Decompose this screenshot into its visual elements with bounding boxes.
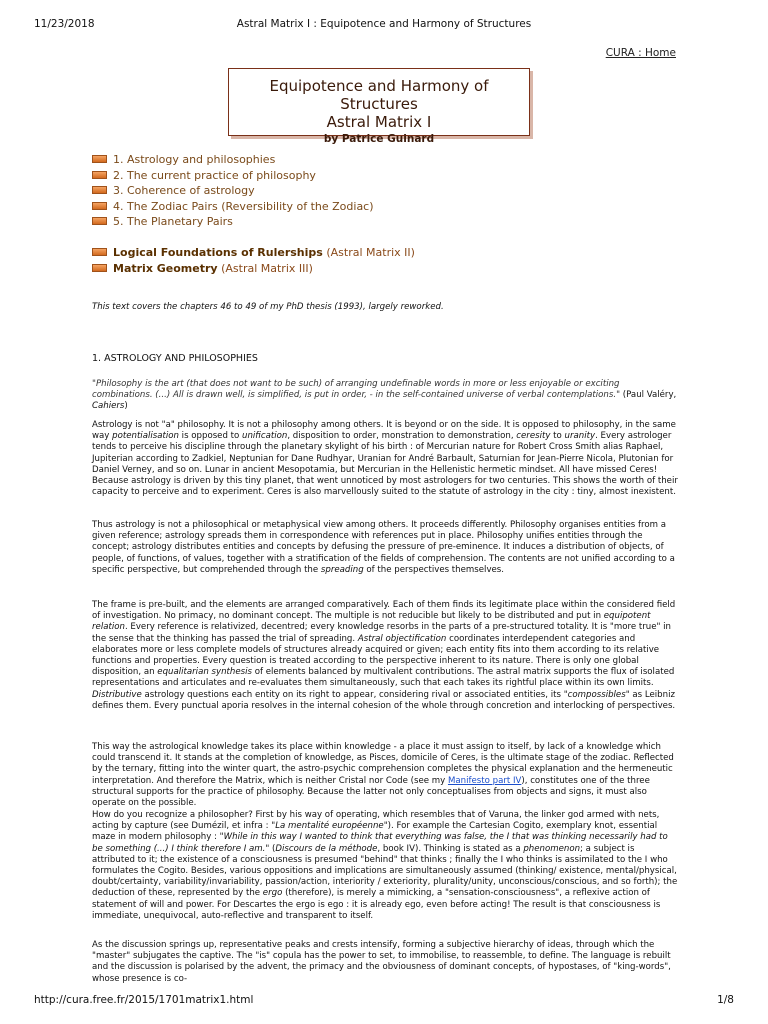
related-item-matrix-geometry[interactable]	[92, 261, 415, 277]
thesis-note: This text covers the chapters 46 to 49 of my PhD thesis (1993), largely reworked.	[92, 302, 444, 312]
manifesto-link[interactable]: Manifesto part IV	[447, 775, 522, 786]
text-run: " as Leibniz defines them. Every punctual aporia resolves in the internal cohesion of the whole through concretion and interlocking of perspectives.	[92, 689, 676, 711]
paragraph-4	[92, 742, 678, 809]
title-box	[228, 68, 530, 145]
related-articles	[92, 245, 415, 276]
toc-item-current-practice[interactable]	[92, 168, 374, 184]
text-run: . Every astrologer tends to perceive his discipline through the planetary skylight of his birth : of Mercurian nature for Robert Cross Smith alias Raphael, Jupiterian according to Zadkiel, Neptunian for Dane Rudhyar, Uranian for André Barbault, Saturnian for Jean-Pierre Nicola, Plutonian for Daniel Verney, and so on. Lunar in ancient Mesopotamia, but Mercurian in the Hellenistic hermetic mindset. All have missed Ceres! Because astrology is driven by this tiny planet, that went unnoticed by most astrologers for two centuries. This shows the worth of their capacity to perceive and to experiment. Ceres is also marvellously suited to the statute of astrology in the city : tiny, almost inexistent.	[92, 431, 678, 498]
text-run: equipotent relation	[92, 611, 651, 633]
text-run: is opposed to	[178, 431, 243, 442]
text-run: While in this way I wanted to think that everything was false, the I that was thinking necessarily had to be something (...) I think therefore I am.	[92, 832, 668, 854]
text-run: ), constitutes one of the three structural supports for the practice of philosophy. Because the latter not only conceptualises from objects and signs, it must also operate on the possible.	[92, 775, 650, 809]
text-run: Discours de la méthode	[275, 843, 378, 854]
related-title: Logical Foundations of Rulerships	[113, 246, 323, 259]
print-footer	[34, 994, 734, 1008]
page-title: Equipotence and Harmony of Structures	[269, 77, 489, 113]
print-title: Astral Matrix I : Equipotence and Harmony of Structures	[236, 18, 532, 30]
bullet-icon	[92, 155, 107, 163]
text-run: ergo	[262, 888, 283, 899]
text-run: phenomenon	[523, 843, 581, 854]
text-run: , book IV). Thinking is stated as a	[377, 843, 524, 854]
bullet-icon	[92, 264, 107, 272]
section-heading: 1. ASTROLOGY AND PHILOSOPHIES	[92, 353, 258, 364]
print-header	[34, 18, 734, 32]
quote-text: "Philosophy is the art (that does not want to be such) of arranging undefinable words in more or less enjoyable or exciting combinations. (...) All is drawn well, is simplified, is put in order, - in the self-contained universe of verbal contemplations."	[92, 379, 621, 401]
paragraph-6	[92, 940, 678, 985]
text-run: Astrology is not "a" philosophy. It is not a philosophy among others. It is beyond or on the side. It is opposed to philosophy, in the same way	[92, 420, 676, 442]
epigraph-quote	[92, 379, 678, 413]
toc-item-zodiac-pairs[interactable]	[92, 199, 374, 215]
paragraph-2	[92, 520, 678, 576]
related-item-rulerships[interactable]	[92, 245, 415, 261]
table-of-contents	[92, 152, 374, 230]
text-run: As the discussion springs up, representative peaks and crests intensify, forming a subjective hierarchy of ideas, through which the "master" subjugates the captive. The "is" copula has the power to set, to immobilise, to reassemble, to define. The language is rebuilt and the discussion is polarised by the advent, the primacy and the obviousness of dominant concepts, of hypostases, of "king-words", whose presence is co-	[92, 940, 671, 984]
page-number: 1/8	[717, 994, 734, 1006]
text-run: Distributive	[92, 689, 142, 700]
quote-attribution: (Paul Valéry,	[620, 390, 677, 401]
print-url: http://cura.free.fr/2015/1701matrix1.html	[34, 994, 254, 1006]
text-run: The frame is pre-built, and the elements are arranged comparatively. Each of them finds its legitimate place within the considered field of investigation. No primacy, no dominant concept. The multiple is not reducible but likely to be distributed and put in	[92, 600, 676, 622]
toc-item-coherence[interactable]	[92, 183, 374, 199]
text-run: " (	[265, 843, 276, 854]
toc-label: 4. The Zodiac Pairs (Reversibility of the Zodiac)	[113, 199, 374, 213]
bullet-icon	[92, 217, 107, 225]
text-run: This way the astrological knowledge takes its place within knowledge - a place it must assign to itself, by lack of a knowledge which could transcend it. It stands at the completion of knowledge, as Pisces, domicile of Ceres, is the ultimate stage of the zodiac. Reflected by the ternary, fitting into the winter quart, the astro-psychic comprehension completes the physical explanation and the hermeneutic interpretation. And therefore the Matrix, which is neither Cristal nor Code (see my	[92, 742, 674, 786]
text-run: La mentalité européenne	[275, 821, 384, 832]
quote-attribution-end: )	[124, 401, 128, 412]
text-run: equalitarian synthesis	[157, 667, 252, 678]
paragraph-5	[92, 810, 678, 922]
paragraph-1	[92, 420, 678, 498]
text-run: ceresity	[516, 431, 551, 442]
toc-item-planetary-pairs[interactable]	[92, 214, 374, 230]
text-run: compossibles	[567, 689, 626, 700]
quote-work: Cahiers	[92, 401, 125, 412]
page-subtitle: Astral Matrix I	[326, 113, 432, 131]
toc-item-astrology-and-philosophies[interactable]	[92, 152, 374, 168]
related-paren: (Astral Matrix III)	[221, 261, 313, 275]
text-run: astrology questions each entity on its right to appear, considering rival or associated entities, its "	[141, 689, 568, 700]
toc-label: 3. Coherence of astrology	[113, 184, 255, 197]
text-run: of elements balanced by multivalent contributions. The astral matrix supports the flux of isolated representations and articulates and re-evaluates them simultaneously, such that each takes its rightful place within its own limits.	[92, 667, 675, 689]
bullet-icon	[92, 202, 107, 210]
related-paren: (Astral Matrix II)	[326, 246, 415, 259]
text-run: unification	[242, 431, 288, 442]
text-run: to	[550, 431, 565, 442]
author: by Patrice Guinard	[323, 133, 435, 145]
bullet-icon	[92, 171, 107, 179]
text-run: of the perspectives themselves.	[363, 564, 505, 575]
text-run: Thus astrology is not a philosophical or metaphysical view among others. It proceeds differently. Philosophy organises entities from a given reference; astrology spreads them in correspondence with references put in place. Philosophy unifies entities through the concept; astrology distributes entities and concepts by defusing the pressure of pre-eminence. It induces a distribution of objects, of people, of functions, of values, together with a stratification of the fields of comprehension. The contents are not unified according to a specific perspective, but comprehended through the	[92, 520, 675, 575]
text-run: ; a subject is attributed to it; the existence of a consciousness is presumed "behind" that thinks ; finally the I who thinks is assimilated to the I who formulates the Cogito. Besides, various oppositions and implications are simultaneously assumed (thinking/ existence, mental/physical, doubt/certainty, variability/invariability, passion/action, interiority / exteriority, plurality/unity, unconscious/conscious, and so forth); the deduction of these, represented by the	[92, 843, 678, 899]
home-link[interactable]: CURA : Home	[605, 47, 676, 59]
related-title: Matrix Geometry	[113, 261, 218, 275]
text-run: spreading	[320, 564, 364, 575]
text-run: (therefore), is merely a mimicking, a "sensation-consciousness", a reflexive action of statement of will and power. For Descartes the ergo is ego : it is already ego, even before acting! The result is that consciousness is immediate, unequivocal, auto-reflective and transparent to itself.	[92, 888, 661, 921]
text-run: How do you recognize a philosopher? First by his way of operating, which resembles that of Varuna, the linker god armed with nets, acting by capture (see Dumézil, et infra : "	[92, 810, 660, 832]
text-run: "). For example the Cartesian Cogito, exemplary knot, essential maze in modern philosophy : "	[92, 821, 658, 843]
text-run: potentialisation	[112, 431, 179, 442]
paragraph-3	[92, 600, 678, 712]
bullet-icon	[92, 248, 107, 256]
text-run: Astral objectification	[357, 633, 447, 644]
text-run: . Every reference is relativized, decentred; every knowledge resorbs in the parts of a pre-structured totality. It is "more true" in the sense that the thinking has passed the trial of spreading.	[92, 622, 672, 644]
toc-label: 2. The current practice of philosophy	[113, 168, 316, 182]
text-run: , disposition to order, monstration to demonstration,	[287, 431, 517, 442]
text-run: coordinates interdependent categories and elaborates more or less complete models of structures already acquired or given; each entity fits into them according to its relative functions and properties. Every question is treated according to the perspective inherent to its nature. There is only one global disposition, an	[92, 633, 660, 678]
bullet-icon	[92, 186, 107, 194]
toc-label: 1. Astrology and philosophies	[113, 153, 276, 166]
print-date: 11/23/2018	[34, 18, 95, 30]
toc-label: 5. The Planetary Pairs	[113, 215, 233, 228]
text-run: uranity	[564, 431, 596, 442]
